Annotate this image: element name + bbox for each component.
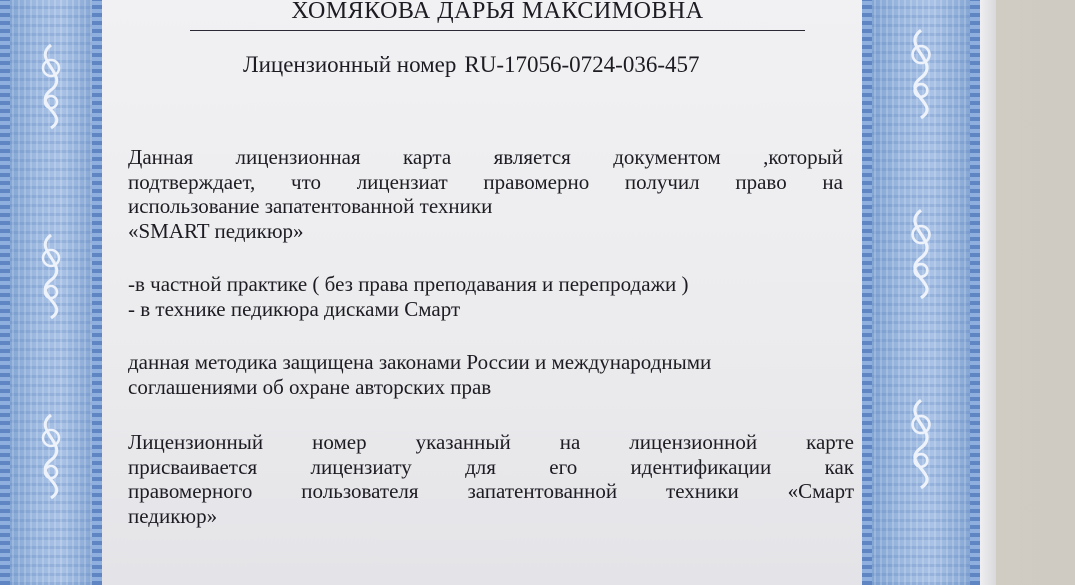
ornamental-border-left <box>0 0 102 585</box>
paragraph-license-purpose <box>128 145 856 243</box>
holder-name: ХОМЯКОВА ДАРЬЯ МАКСИМОВНА <box>291 0 704 24</box>
paragraph-line: соглашениями об охране авторских прав <box>128 374 492 399</box>
license-label: Лицензионный номер <box>243 52 457 77</box>
ornamental-border-right <box>862 0 980 585</box>
paragraph-line: педикюр» <box>128 503 218 528</box>
paragraph-line: -в частной практике ( без права преподавания и перепродажи ) <box>128 272 689 296</box>
swirl-ornament-icon <box>21 40 81 130</box>
license-number-line <box>243 52 707 78</box>
paragraph-legal-protection <box>128 350 856 399</box>
swirl-ornament-icon <box>889 25 953 120</box>
name-underline <box>190 30 805 31</box>
paragraph-line: Данная лицензионная карта является документом ,который <box>128 145 843 169</box>
swirl-ornament-icon <box>21 230 81 320</box>
paragraph-line: присваивается лицензиату для его идентификации как <box>128 454 854 479</box>
swirl-ornament-icon <box>21 410 81 500</box>
paragraph-line: - в технике педикюра дисками Смарт <box>128 296 461 321</box>
swirl-ornament-icon <box>889 395 953 490</box>
paragraph-line: данная методика защищена законами России и международными <box>128 350 712 374</box>
swirl-ornament-icon <box>889 205 953 300</box>
license-number: RU-17056-0724-036-457 <box>464 52 700 77</box>
paragraph-line: Лицензионный номер указанный на лицензионной карте <box>128 430 854 454</box>
paragraph-identification <box>128 430 856 528</box>
paragraph-line: правомерного пользователя запатентованной техники «Смарт <box>128 479 854 503</box>
paragraph-line: подтверждает, что лицензиат правомерно получил право на <box>128 169 843 194</box>
paragraph-line: «SMART педикюр» <box>128 218 304 243</box>
paragraph-usage-terms <box>128 272 856 321</box>
paragraph-line: использование запатентованной техники <box>128 194 493 218</box>
paper-edge <box>980 0 996 585</box>
